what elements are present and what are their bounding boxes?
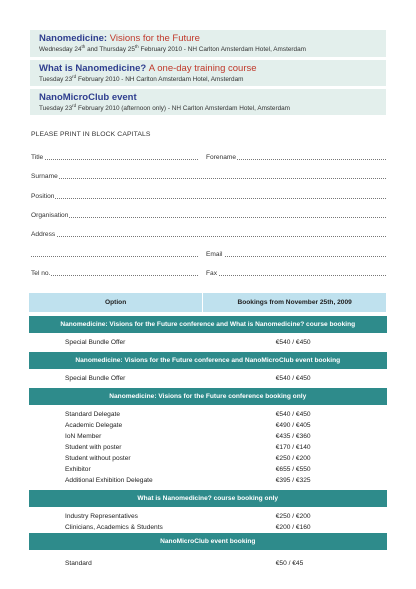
- section-heading-row: [29, 533, 387, 550]
- event-title-main: NanoMicroClub event: [39, 92, 137, 103]
- price-cell: €170 / €140: [275, 444, 311, 451]
- event-title-sub: A one-day training course: [148, 63, 257, 74]
- field-line: [31, 198, 386, 199]
- section-heading-row: [29, 490, 387, 507]
- fax-label: Fax: [206, 270, 217, 277]
- section-heading: Nanomedicine: Visions for the Future conference and What is Nanomedicine? course booking: [29, 316, 387, 333]
- table-row: [29, 409, 387, 420]
- event-box-conference: [30, 30, 386, 57]
- date-part: February 2010 - NH Carlton Amsterdam Hotel, Amsterdam: [138, 46, 306, 53]
- section-heading: Nanomedicine: Visions for the Future conference and NanoMicroClub event booking: [29, 352, 387, 369]
- option-cell: Student without poster: [65, 455, 131, 462]
- option-cell: Special Bundle Offer: [65, 375, 126, 382]
- section-heading: Nanomedicine: Visions for the Future conference booking only: [29, 388, 387, 405]
- date-part: February 2010 (afternoon only) - NH Carlton Amsterdam Hotel, Amsterdam: [76, 105, 291, 112]
- email-label: Email: [206, 251, 223, 258]
- email-field[interactable]: [206, 249, 386, 259]
- price-cell: €655 / €550: [275, 466, 311, 473]
- tel-field[interactable]: [31, 268, 198, 278]
- price-cell: €250 / €200: [275, 455, 311, 462]
- field-line: [31, 256, 198, 257]
- surname-label: Surname: [31, 173, 58, 180]
- table-row: [29, 558, 387, 569]
- field-line: [206, 275, 386, 276]
- price-cell: €250 / €200: [275, 513, 311, 520]
- event-box-course: [30, 60, 386, 86]
- date-sup: rd: [72, 103, 77, 108]
- section-heading-row: [29, 388, 387, 405]
- address-field[interactable]: [31, 229, 386, 239]
- col-bookings-header: Bookings from November 25th, 2009: [203, 293, 387, 312]
- fax-field[interactable]: [206, 268, 386, 278]
- option-cell: IoN Member: [65, 433, 102, 440]
- pricing-header-row: [29, 293, 387, 312]
- event-date: [39, 104, 378, 114]
- organisation-field[interactable]: [31, 210, 386, 220]
- date-part: Wednesday 24: [39, 46, 82, 53]
- section-heading-row: [29, 316, 387, 333]
- table-row: [29, 522, 387, 533]
- organisation-label: Organisation: [31, 212, 69, 219]
- table-row: [29, 511, 387, 522]
- event-box-club: [30, 89, 386, 115]
- table-row: [29, 373, 387, 384]
- option-cell: Standard Delegate: [65, 411, 120, 418]
- date-part: Tuesday 23: [39, 105, 73, 112]
- event-date: [39, 75, 378, 85]
- table-row: [29, 475, 387, 486]
- form-instruction: PLEASE PRINT IN BLOCK CAPITALS: [31, 131, 151, 138]
- event-title-main: What is Nanomedicine?: [39, 63, 147, 74]
- field-line: [31, 159, 198, 160]
- field-line: [31, 275, 198, 276]
- date-sup: rd: [72, 74, 77, 79]
- option-cell: Exhibitor: [65, 466, 91, 473]
- title-label: Title: [31, 154, 44, 161]
- event-title: [39, 63, 378, 75]
- event-date: [39, 45, 378, 55]
- date-part: and Thursday 25: [85, 46, 135, 53]
- event-title-main: Nanomedicine:: [39, 33, 108, 44]
- option-cell: Standard: [65, 560, 92, 567]
- position-field[interactable]: [31, 191, 386, 201]
- price-cell: €435 / €360: [275, 433, 311, 440]
- field-line: [31, 178, 386, 179]
- field-line: [31, 236, 386, 237]
- price-cell: €540 / €450: [275, 339, 311, 346]
- forename-label: Forename: [206, 154, 237, 161]
- address-field-line2[interactable]: [31, 249, 198, 259]
- table-row: [29, 431, 387, 442]
- option-cell: Student with poster: [65, 444, 122, 451]
- table-row: [29, 420, 387, 431]
- table-row: [29, 453, 387, 464]
- table-row: [29, 337, 387, 348]
- title-field[interactable]: [31, 152, 198, 162]
- option-cell: Academic Delegate: [65, 422, 123, 429]
- date-part: Tuesday 23: [39, 76, 73, 83]
- field-line: [206, 256, 386, 257]
- position-label: Position: [31, 193, 55, 200]
- tel-label: Tel no.: [31, 270, 51, 277]
- address-label: Address: [31, 231, 56, 238]
- price-cell: €540 / €450: [275, 411, 311, 418]
- price-cell: €50 / €45: [275, 560, 304, 567]
- price-cell: €540 / €450: [275, 375, 311, 382]
- surname-field[interactable]: [31, 171, 386, 181]
- date-sup: th: [134, 44, 139, 49]
- option-cell: Special Bundle Offer: [65, 339, 126, 346]
- field-line: [31, 217, 386, 218]
- price-cell: €490 / €405: [275, 422, 311, 429]
- section-heading-row: [29, 352, 387, 369]
- price-cell: €200 / €160: [275, 524, 311, 531]
- option-cell: Clinicians, Academics & Students: [65, 524, 163, 531]
- table-row: [29, 442, 387, 453]
- section-heading: NanoMicroClub event booking: [29, 533, 387, 550]
- table-row: [29, 464, 387, 475]
- option-cell: Industry Representatives: [65, 513, 138, 520]
- event-title-sub: Visions for the Future: [109, 33, 200, 44]
- pricing-table: [29, 293, 387, 569]
- date-part: February 2010 - NH Carlton Amsterdam Hotel, Amsterdam: [76, 76, 244, 83]
- price-cell: €395 / €325: [275, 477, 311, 484]
- option-cell: Additional Exhibition Delegate: [65, 477, 153, 484]
- section-heading: What is Nanomedicine? course booking only: [29, 490, 387, 507]
- event-title: [39, 33, 378, 45]
- col-option-header: Option: [29, 293, 203, 312]
- event-title: [39, 92, 378, 104]
- forename-field[interactable]: [206, 152, 386, 162]
- date-sup: th: [81, 44, 86, 49]
